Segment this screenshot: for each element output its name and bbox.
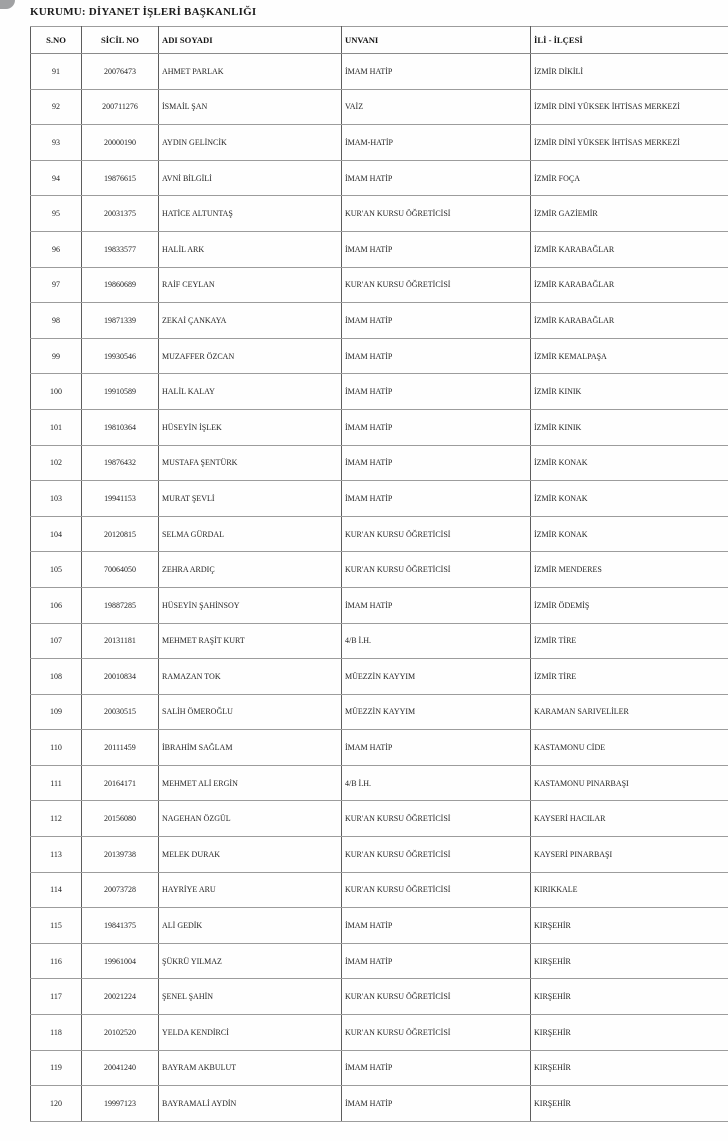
table-row	[31, 623, 728, 659]
cell-sicil: 20010834	[82, 659, 159, 695]
cell-sno: 109	[31, 694, 82, 730]
cell-sicil: 19876615	[82, 160, 159, 196]
cell-ili: İZMİR KONAK	[531, 481, 728, 517]
table-row	[31, 1050, 728, 1086]
table-row	[31, 125, 728, 161]
cell-sicil: 19887285	[82, 587, 159, 623]
cell-name: ALİ GEDİK	[159, 908, 342, 944]
cell-unvan: İMAM HATİP	[342, 1050, 531, 1086]
cell-sno: 111	[31, 765, 82, 801]
cell-unvan: İMAM HATİP	[342, 231, 531, 267]
cell-sno: 112	[31, 801, 82, 837]
table-row	[31, 374, 728, 410]
table-row	[31, 765, 728, 801]
cell-name: YELDA KENDİRCİ	[159, 1015, 342, 1051]
cell-sno: 100	[31, 374, 82, 410]
cell-sno: 104	[31, 516, 82, 552]
cell-unvan: İMAM HATİP	[342, 409, 531, 445]
cell-unvan: İMAM HATİP	[342, 374, 531, 410]
cell-unvan: VAİZ	[342, 89, 531, 125]
cell-sno: 108	[31, 659, 82, 695]
cell-unvan: İMAM HATİP	[342, 481, 531, 517]
cell-sicil: 20164171	[82, 765, 159, 801]
cell-name: BAYRAM AKBULUT	[159, 1050, 342, 1086]
cell-sicil: 19841375	[82, 908, 159, 944]
cell-name: AVNİ BİLGİLİ	[159, 160, 342, 196]
cell-ili: İZMİR GAZİEMİR	[531, 196, 728, 232]
cell-name: SALİH ÖMEROĞLU	[159, 694, 342, 730]
cell-sno: 99	[31, 338, 82, 374]
cell-sno: 116	[31, 943, 82, 979]
cell-sno: 118	[31, 1015, 82, 1051]
table-row	[31, 481, 728, 517]
cell-sno: 115	[31, 908, 82, 944]
cell-sicil: 19941153	[82, 481, 159, 517]
cell-ili: İZMİR MENDERES	[531, 552, 728, 588]
table-row	[31, 338, 728, 374]
cell-ili: İZMİR KARABAĞLAR	[531, 267, 728, 303]
cell-name: AHMET PARLAK	[159, 54, 342, 90]
cell-name: MURAT ŞEVLİ	[159, 481, 342, 517]
cell-sicil: 20076473	[82, 54, 159, 90]
cell-name: ŞENEL ŞAHİN	[159, 979, 342, 1015]
cell-sicil: 20073728	[82, 872, 159, 908]
cell-unvan: İMAM HATİP	[342, 445, 531, 481]
table-row	[31, 1015, 728, 1051]
cell-sicil: 19876432	[82, 445, 159, 481]
cell-sicil: 20041240	[82, 1050, 159, 1086]
cell-ili: İZMİR KEMALPAŞA	[531, 338, 728, 374]
cell-sicil: 200711276	[82, 89, 159, 125]
table-row	[31, 837, 728, 873]
cell-name: AYDIN GELİNCİK	[159, 125, 342, 161]
table-row	[31, 445, 728, 481]
cell-sicil: 20156080	[82, 801, 159, 837]
cell-sno: 119	[31, 1050, 82, 1086]
cell-unvan: İMAM HATİP	[342, 303, 531, 339]
cell-ili: İZMİR TİRE	[531, 659, 728, 695]
cell-unvan: MÜEZZİN KAYYIM	[342, 659, 531, 695]
cell-name: SELMA GÜRDAL	[159, 516, 342, 552]
cell-unvan: İMAM HATİP	[342, 160, 531, 196]
table-row	[31, 160, 728, 196]
cell-sno: 114	[31, 872, 82, 908]
cell-name: NAGEHAN ÖZGÜL	[159, 801, 342, 837]
table-row	[31, 89, 728, 125]
cell-ili: İZMİR DİKİLİ	[531, 54, 728, 90]
cell-sicil: 19833577	[82, 231, 159, 267]
cell-unvan: KUR'AN KURSU ÖĞRETİCİSİ	[342, 196, 531, 232]
cell-name: ZEKAİ ÇANKAYA	[159, 303, 342, 339]
cell-unvan: KUR'AN KURSU ÖĞRETİCİSİ	[342, 872, 531, 908]
cell-ili: İZMİR FOÇA	[531, 160, 728, 196]
table-header-row	[31, 27, 728, 54]
cell-unvan: İMAM HATİP	[342, 908, 531, 944]
cell-unvan: İMAM HATİP	[342, 54, 531, 90]
cell-ili: KASTAMONU PINARBAŞI	[531, 765, 728, 801]
cell-ili: İZMİR KINIK	[531, 409, 728, 445]
cell-ili: KARAMAN SARIVELİLER	[531, 694, 728, 730]
cell-name: MEHMET ALİ ERGİN	[159, 765, 342, 801]
cell-name: ZEHRA ARDIÇ	[159, 552, 342, 588]
table-row	[31, 196, 728, 232]
cell-name: MELEK DURAK	[159, 837, 342, 873]
cell-name: HALİL ARK	[159, 231, 342, 267]
cell-sno: 120	[31, 1086, 82, 1122]
table-row	[31, 979, 728, 1015]
cell-unvan: İMAM HATİP	[342, 943, 531, 979]
cell-sno: 103	[31, 481, 82, 517]
cell-ili: İZMİR KARABAĞLAR	[531, 303, 728, 339]
cell-ili: İZMİR KONAK	[531, 445, 728, 481]
cell-sno: 97	[31, 267, 82, 303]
scan-corner-artifact	[0, 0, 15, 9]
cell-sno: 106	[31, 587, 82, 623]
table-row	[31, 231, 728, 267]
cell-sno: 110	[31, 730, 82, 766]
cell-sicil: 19997123	[82, 1086, 159, 1122]
cell-name: MUZAFFER ÖZCAN	[159, 338, 342, 374]
cell-sno: 102	[31, 445, 82, 481]
column-header-sicil: SİCİL NO	[82, 27, 159, 54]
cell-sicil: 20111459	[82, 730, 159, 766]
cell-sicil: 20102520	[82, 1015, 159, 1051]
cell-unvan: KUR'AN KURSU ÖĞRETİCİSİ	[342, 1015, 531, 1051]
cell-sno: 95	[31, 196, 82, 232]
column-header-name: ADI SOYADI	[159, 27, 342, 54]
cell-unvan: KUR'AN KURSU ÖĞRETİCİSİ	[342, 979, 531, 1015]
cell-sicil: 19810364	[82, 409, 159, 445]
cell-name: RAMAZAN TOK	[159, 659, 342, 695]
cell-sno: 93	[31, 125, 82, 161]
cell-name: HALİL KALAY	[159, 374, 342, 410]
cell-name: İBRAHİM SAĞLAM	[159, 730, 342, 766]
cell-ili: KAYSERİ PINARBAŞI	[531, 837, 728, 873]
cell-ili: KIRŞEHİR	[531, 979, 728, 1015]
cell-ili: KIRŞEHİR	[531, 943, 728, 979]
cell-sno: 92	[31, 89, 82, 125]
page-title: KURUMU: DİYANET İŞLERİ BAŞKANLIĞI	[30, 6, 257, 18]
cell-sno: 113	[31, 837, 82, 873]
table-body	[31, 54, 728, 1122]
cell-ili: İZMİR DİNİ YÜKSEK İHTİSAS MERKEZİ	[531, 125, 728, 161]
cell-name: MEHMET RAŞİT KURT	[159, 623, 342, 659]
cell-sicil: 20120815	[82, 516, 159, 552]
cell-ili: İZMİR KARABAĞLAR	[531, 231, 728, 267]
column-header-sno: S.NO	[31, 27, 82, 54]
cell-unvan: 4/B İ.H.	[342, 765, 531, 801]
cell-ili: İZMİR KONAK	[531, 516, 728, 552]
table-row	[31, 267, 728, 303]
cell-ili: KIRŞEHİR	[531, 1050, 728, 1086]
table-row	[31, 908, 728, 944]
cell-sicil: 19871339	[82, 303, 159, 339]
cell-sicil: 19961004	[82, 943, 159, 979]
cell-ili: KASTAMONU CİDE	[531, 730, 728, 766]
table-row	[31, 943, 728, 979]
cell-sno: 91	[31, 54, 82, 90]
cell-name: ŞÜKRÜ YILMAZ	[159, 943, 342, 979]
cell-sicil: 20139738	[82, 837, 159, 873]
cell-sno: 94	[31, 160, 82, 196]
cell-unvan: KUR'AN KURSU ÖĞRETİCİSİ	[342, 837, 531, 873]
cell-ili: KIRŞEHİR	[531, 1015, 728, 1051]
cell-unvan: KUR'AN KURSU ÖĞRETİCİSİ	[342, 267, 531, 303]
cell-sno: 105	[31, 552, 82, 588]
table-row	[31, 730, 728, 766]
cell-unvan: İMAM-HATİP	[342, 125, 531, 161]
cell-sicil: 19910589	[82, 374, 159, 410]
cell-unvan: İMAM HATİP	[342, 1086, 531, 1122]
cell-name: HAYRİYE ARU	[159, 872, 342, 908]
table-row	[31, 1086, 728, 1122]
cell-unvan: MÜEZZİN KAYYIM	[342, 694, 531, 730]
cell-sno: 98	[31, 303, 82, 339]
cell-unvan: KUR'AN KURSU ÖĞRETİCİSİ	[342, 801, 531, 837]
column-header-ili: İLİ - İLÇESİ	[531, 27, 728, 54]
cell-unvan: 4/B İ.H.	[342, 623, 531, 659]
cell-name: HATİCE ALTUNTAŞ	[159, 196, 342, 232]
cell-name: İSMAİL ŞAN	[159, 89, 342, 125]
personnel-table	[30, 26, 728, 1122]
cell-name: HÜSEYİN ŞAHİNSOY	[159, 587, 342, 623]
cell-unvan: İMAM HATİP	[342, 338, 531, 374]
cell-unvan: KUR'AN KURSU ÖĞRETİCİSİ	[342, 552, 531, 588]
cell-ili: KIRŞEHİR	[531, 908, 728, 944]
table-row	[31, 587, 728, 623]
table-row	[31, 801, 728, 837]
cell-sicil: 20030515	[82, 694, 159, 730]
cell-name: MUSTAFA ŞENTÜRK	[159, 445, 342, 481]
cell-ili: İZMİR DİNİ YÜKSEK İHTİSAS MERKEZİ	[531, 89, 728, 125]
cell-name: BAYRAMALİ AYDİN	[159, 1086, 342, 1122]
cell-sno: 101	[31, 409, 82, 445]
cell-sicil: 20031375	[82, 196, 159, 232]
cell-unvan: KUR'AN KURSU ÖĞRETİCİSİ	[342, 516, 531, 552]
cell-sicil: 70064050	[82, 552, 159, 588]
column-header-unvan: UNVANI	[342, 27, 531, 54]
cell-unvan: İMAM HATİP	[342, 730, 531, 766]
table-row	[31, 54, 728, 90]
cell-sno: 96	[31, 231, 82, 267]
table-row	[31, 659, 728, 695]
cell-name: RAİF CEYLAN	[159, 267, 342, 303]
cell-ili: İZMİR KINIK	[531, 374, 728, 410]
cell-sicil: 19860689	[82, 267, 159, 303]
cell-ili: İZMİR ÖDEMİŞ	[531, 587, 728, 623]
cell-sno: 117	[31, 979, 82, 1015]
cell-ili: KIRIKKALE	[531, 872, 728, 908]
cell-name: HÜSEYİN İŞLEK	[159, 409, 342, 445]
cell-sicil: 20131181	[82, 623, 159, 659]
cell-sicil: 19930546	[82, 338, 159, 374]
cell-sicil: 20021224	[82, 979, 159, 1015]
cell-ili: KAYSERİ HACILAR	[531, 801, 728, 837]
table-row	[31, 694, 728, 730]
cell-sno: 107	[31, 623, 82, 659]
table-row	[31, 303, 728, 339]
cell-sicil: 20000190	[82, 125, 159, 161]
cell-ili: İZMİR TİRE	[531, 623, 728, 659]
table-row	[31, 516, 728, 552]
table-row	[31, 409, 728, 445]
table-row	[31, 552, 728, 588]
cell-unvan: İMAM HATİP	[342, 587, 531, 623]
table-row	[31, 872, 728, 908]
cell-ili: KIRŞEHİR	[531, 1086, 728, 1122]
